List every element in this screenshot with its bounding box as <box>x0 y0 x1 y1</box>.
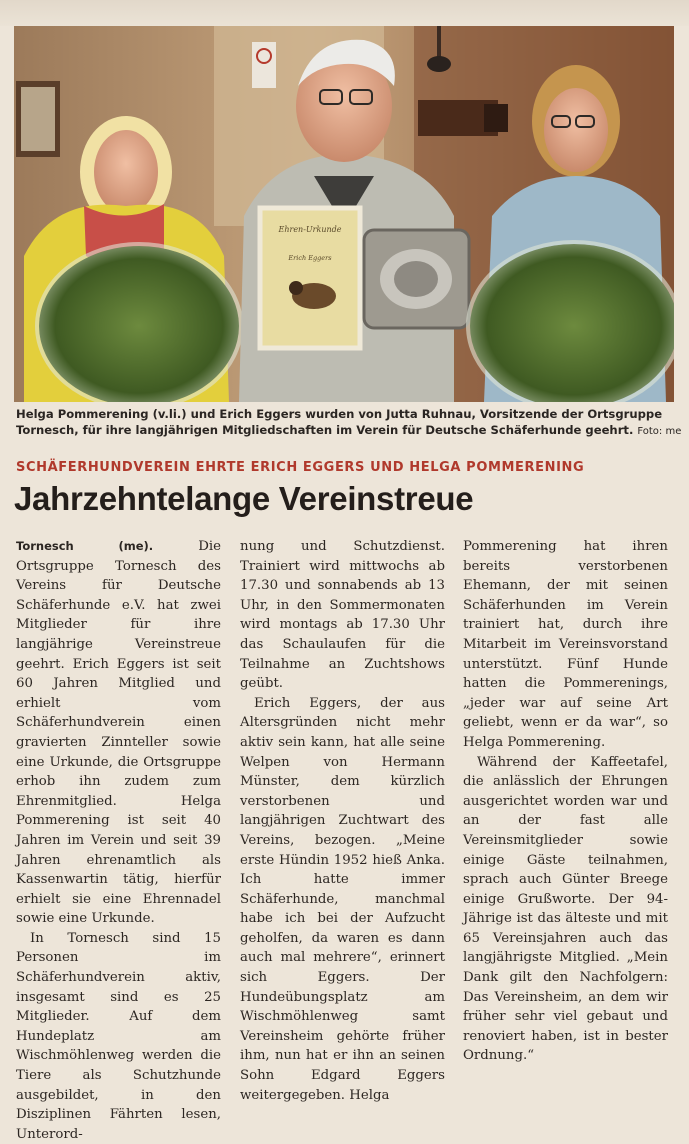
certificate-name: Erich Eggers <box>288 254 332 262</box>
paragraph-text: Die Ortsgruppe Tornesch des Vereins für Deutsche Schäferhunde e.V. hat zwei Mitglieder für ihre langjährige Vereinstreue geehrt. Erich Eggers ist seit 60 Jahren Mitglied und erhielt vom Schäferhundverein einen gravierten Zinnteller sowie eine Urkunde, die Ortsgruppe erhob ihn zudem zum Ehrenmitglied. Helga Pommerening ist seit 40 Jahren im Verein und seit 39 Jahren ehrenamtlich als Kassenwartin tätig, hierfür erhielt sie eine Ehrennadel sowie eine Urkunde. <box>16 539 221 927</box>
certificate-title: Ehren-Urkunde <box>278 225 342 234</box>
pewter-plate <box>364 230 469 328</box>
article-column-2 <box>240 537 445 1105</box>
article-column-3 <box>463 537 668 1066</box>
photo-caption <box>16 406 682 440</box>
paragraph <box>16 537 221 929</box>
article-headline: Jahrzehntelange Vereinstreue <box>14 480 474 517</box>
article-column-1 <box>16 537 221 1144</box>
photo-credit: Foto: me <box>637 426 682 437</box>
caption-line-1: Helga Pommerening (v.li.) und Erich Eggers wurden von Jutta Ruhnau, Vorsitzende der Ortsgruppe <box>16 407 663 421</box>
caption-line-2-text: Tornesch, für ihre langjährigen Mitgliedschaften im Verein für Deutsche Schäferhunde geehrt. <box>16 423 634 437</box>
paragraph: In Tornesch sind 15 Personen im Schäferhundverein aktiv, insgesamt sind es 25 Mitglieder. Auf dem Hundeplatz am Wischmöhlenweg werden die Tiere als Schutzhunde ausgebildet, in den Disziplinen Fährten lesen, Unterord- <box>16 930 221 1142</box>
paragraph: Pommerening hat ihren bereits verstorbenen Ehemann, der mit seinen Schäferhunden im Verein trainiert hat, durch ihre Mitarbeit im Vereinsvorstand unterstützt. Fünf Hunde hatten die Pommerenings, „jeder war auf seine Art geliebt, wenn er da war“, so Helga Pommerening. <box>463 539 668 750</box>
paragraph: Erich Eggers, der aus Altersgründen nicht mehr aktiv sein kann, hat alle seine Welpen von Hermann Münster, dem kürzlich verstorbenen und langjährigen Zuchtwart des Vereins, bezogen. „Meine erste Hündin 1952 hieß Anka. Ich hatte immer Schäferhunde, manchmal habe ich bei der Aufzucht geholfen, da waren es dann auch mal mehrere“, erinnert sich Eggers. Der Hundeübungsplatz am Wischmöhlenweg samt Vereinsheim gehörte früher ihm, nun hat er ihn an seinen Sohn Edgard Eggers weitergegeben. Helga <box>240 695 445 1103</box>
article-kicker: SCHÄFERHUNDVEREIN EHRTE ERICH EGGERS UND HELGA POMMERENING <box>16 460 585 475</box>
caption-line-2 <box>16 422 682 440</box>
paragraph: Während der Kaffeetafel, die anlässlich der Ehrungen ausgerichtet worden war und an der fast alle Vereinsmitglieder sowie einige Gäste teilnahmen, sprach auch Günter Breege einige Grußworte. Der 94-Jährige ist das älteste und mit 65 Vereinsjahren auch das langjährigste Mitglied. „Mein Dank gilt den Nachfolgern: Das Vereinsheim, an dem wir früher sehr viel gebaut und renoviert haben, ist in bester Ordnung.“ <box>463 754 668 1064</box>
certificate <box>260 208 360 348</box>
photo-illustration <box>14 26 674 402</box>
article-photo <box>14 26 674 402</box>
dateline: Tornesch (me). <box>16 539 154 553</box>
bleed-through-strip <box>0 0 689 26</box>
paragraph: nung und Schutzdienst. Trainiert wird mittwochs ab 17.30 und sonnabends ab 13 Uhr, in den Sommermonaten wird montags ab 17.30 Uhr das Schaulaufen für die Teilnahme an Zuchtshows geübt. <box>240 539 445 692</box>
